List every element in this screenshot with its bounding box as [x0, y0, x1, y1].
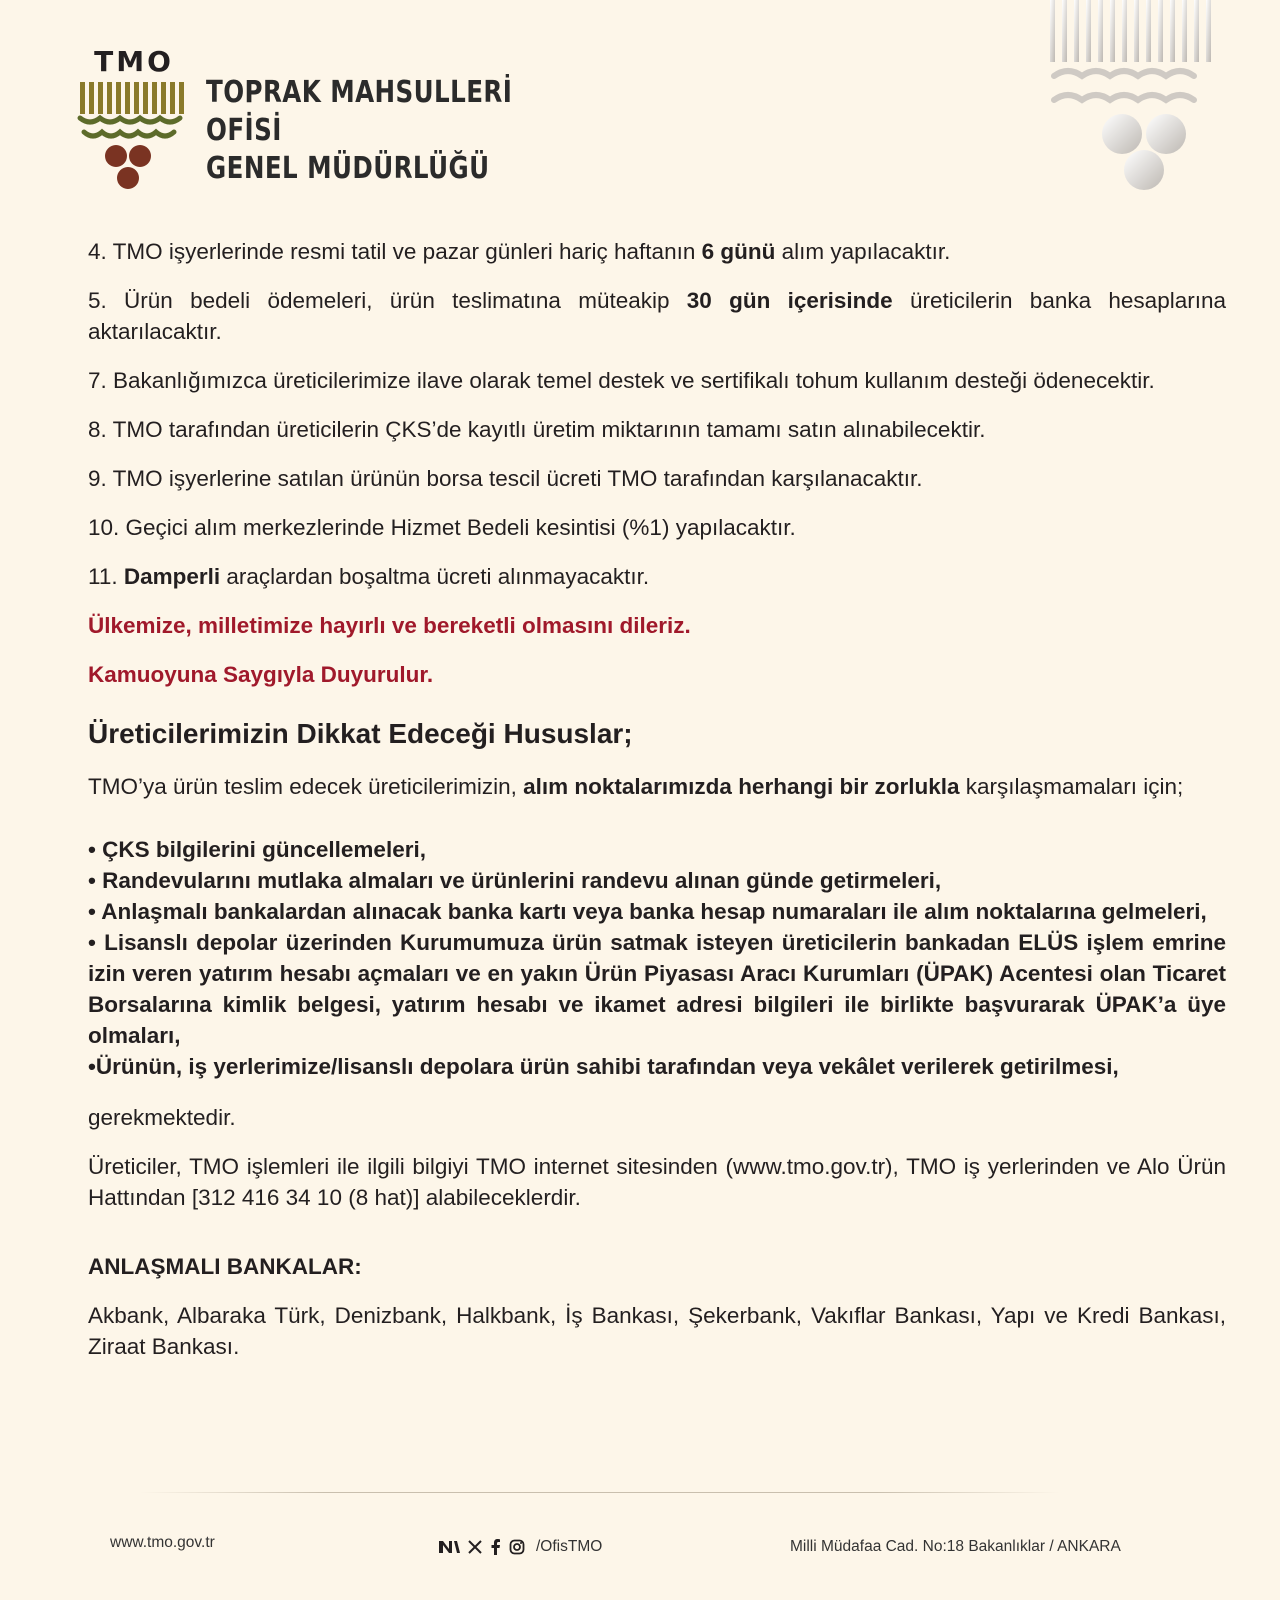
footer-website[interactable]: www.tmo.gov.tr: [110, 1534, 215, 1551]
logo-text: TMO: [94, 45, 174, 78]
list-item: 5. Ürün bedeli ödemeleri, ürün teslimatına müteakip 30 gün içerisinde üreticilerin banka hesaplarına aktarılacaktır.: [88, 288, 1226, 344]
org-name-line2: GENEL MÜDÜRLÜĞÜ: [206, 151, 490, 186]
announcement-body: [88, 236, 1226, 1380]
requirements-list: [88, 834, 1226, 1082]
banks-list: Akbank, Albaraka Türk, Denizbank, Halkbank, İş Bankası, Şekerbank, Vakıflar Bankası, Yapı ve Kredi Bankası, Ziraat Bankası.: [88, 1303, 1226, 1359]
list-item: 9. TMO işyerlerine satılan ürünün borsa tescil ücreti TMO tarafından karşılanacaktır.: [88, 466, 923, 491]
notice-heading: Üreticilerimizin Dikkat Edeceği Hususlar;: [88, 718, 633, 749]
requirement-item: • Randevularını mutlaka almaları ve ürünlerini randevu alınan günde getirmeleri,: [88, 868, 942, 893]
list-item: 7. Bakanlığımızca üreticilerimize ilave olarak temel destek ve sertifikalı tohum kullanım desteği ödenecektir.: [88, 368, 1155, 393]
organization-name: [206, 74, 524, 188]
footer-address: Milli Müdafaa Cad. No:18 Bakanlıklar / ANKARA: [790, 1538, 1121, 1555]
closing-wish: Ülkemize, milletimize hayırlı ve bereketli olmasını dileriz.: [88, 613, 691, 638]
banks-heading: ANLAŞMALI BANKALAR:: [88, 1254, 362, 1279]
list-item: 10. Geçici alım merkezlerinde Hizmet Bedeli kesintisi (%1) yapılacaktır.: [88, 515, 796, 540]
nsosyal-icon[interactable]: [438, 1539, 460, 1555]
social-handle[interactable]: /OfisTMO: [536, 1538, 603, 1555]
footer-social: [438, 1538, 602, 1556]
requirement-item: • Anlaşmalı bankalardan alınacak banka kartı veya banka hesap numaraları ile alım noktalarına gelmeleri,: [88, 899, 1207, 924]
requirement-item: • Lisanslı depolar üzerinden Kurumumuza ürün satmak isteyen üreticilerin bankadan ELÜS işlem emrine izin veren yatırım hesabı açmaları ve en yakın Ürün Piyasası Aracı Kurumları (ÜPAK) Acentesi olan Ticaret Borsalarına kimlik belgesi, yatırım hesabı ve ikamet adresi bilgileri ile birlikte başvurarak ÜPAK’a üye olmaları,: [88, 930, 1226, 1048]
info-paragraph: Üreticiler, TMO işlemleri ile ilgili bilgiyi TMO internet sitesinden (www.tmo.gov.tr), TMO iş yerlerinden ve Alo Ürün Hattından [312 416 34 10 (8 hat)] alabileceklerdir.: [88, 1154, 1226, 1210]
facebook-icon[interactable]: [490, 1539, 502, 1555]
decorative-wheat-icon: [1050, 0, 1240, 200]
list-item: 8. TMO tarafından üreticilerin ÇKS’de kayıtlı üretim miktarının tamamı satın alınabilecektir.: [88, 417, 986, 442]
footer-divider: [140, 1492, 1060, 1493]
list-item: 4. TMO işyerlerinde resmi tatil ve pazar günleri hariç haftanın 6 günü alım yapılacaktır.: [88, 239, 951, 264]
x-icon[interactable]: [467, 1539, 483, 1555]
tmo-logo-block: [74, 45, 594, 198]
tmo-logo: [74, 45, 194, 198]
org-name-line1: TOPRAK MAHSULLERİ OFİSİ: [206, 75, 513, 148]
requirement-item: • ÇKS bilgilerini güncellemeleri,: [88, 837, 426, 862]
list-item: 11. Damperli araçlardan boşaltma ücreti alınmayacaktır.: [88, 564, 650, 589]
requirement-item: •Ürünün, iş yerlerimize/lisanslı depolara ürün sahibi tarafından veya vekâlet verilerek getirilmesi,: [88, 1054, 1119, 1079]
closing-announcement: Kamuoyuna Saygıyla Duyurulur.: [88, 662, 434, 687]
instagram-icon[interactable]: [509, 1539, 525, 1555]
notice-intro: TMO’ya ürün teslim edecek üreticilerimizin, alım noktalarımızda herhangi bir zorlukla karşılaşmamaları için;: [88, 774, 1184, 799]
wheat-emblem-icon: [74, 45, 194, 198]
notice-ending: gerekmektedir.: [88, 1105, 236, 1130]
